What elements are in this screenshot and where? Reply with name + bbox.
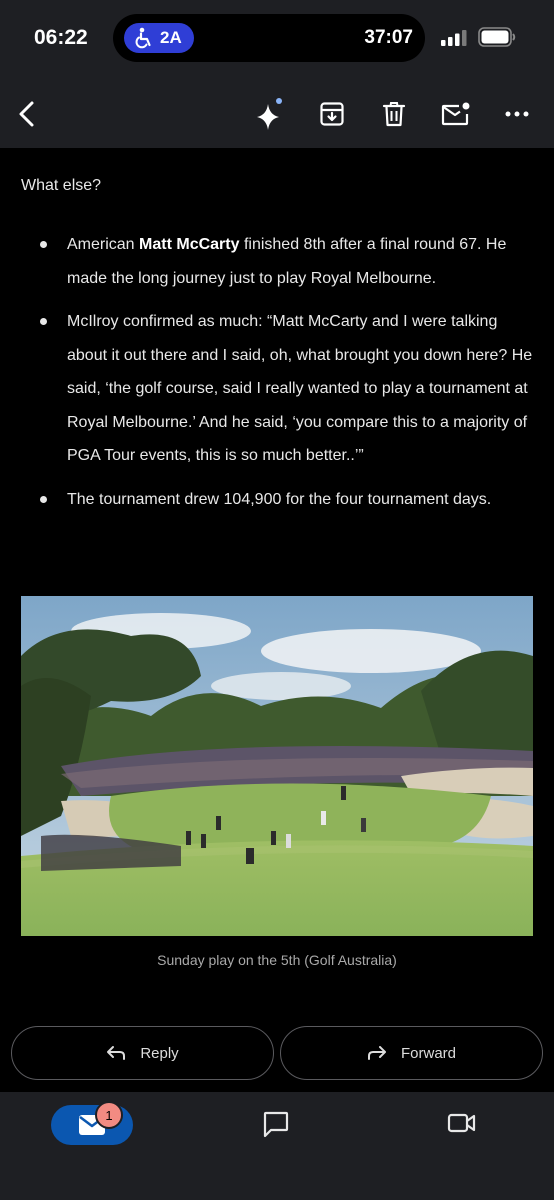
- trash-icon: [382, 101, 406, 127]
- delete-button[interactable]: [374, 94, 414, 134]
- sparkle-icon: [252, 96, 288, 132]
- reply-icon: [106, 1045, 126, 1061]
- activity-timer: 37:07: [364, 27, 413, 48]
- battery-icon: [478, 27, 516, 47]
- photo-caption: Sunday play on the 5th (Golf Australia): [157, 952, 397, 968]
- status-time: 06:22: [34, 26, 88, 49]
- chat-icon: [262, 1110, 290, 1138]
- back-icon: [16, 100, 40, 128]
- live-activity-pill[interactable]: [124, 23, 194, 53]
- wheelchair-icon: [134, 27, 154, 49]
- bullet-list: [40, 228, 535, 526]
- photo-illustration: [21, 596, 533, 936]
- status-bar: [0, 0, 554, 78]
- archive-icon: [319, 101, 345, 127]
- mark-unread-button[interactable]: [436, 94, 476, 134]
- more-icon: [505, 110, 529, 118]
- unread-badge: 1: [95, 1101, 123, 1129]
- forward-button[interactable]: [280, 1026, 543, 1080]
- mark-unread-icon: [441, 101, 471, 127]
- email-toolbar: [0, 78, 554, 148]
- nav-meet[interactable]: [447, 1110, 477, 1141]
- golf-course-photo[interactable]: [21, 596, 533, 936]
- bold-name: Matt McCarty: [139, 236, 240, 253]
- section-intro: What else?: [21, 177, 102, 194]
- forward-icon: [367, 1045, 387, 1061]
- back-button[interactable]: [8, 94, 48, 134]
- more-options-button[interactable]: [497, 94, 537, 134]
- reply-label: Reply: [140, 1044, 179, 1062]
- signal-icon: [441, 30, 467, 46]
- archive-button[interactable]: [312, 94, 352, 134]
- gemini-button[interactable]: [250, 94, 290, 134]
- nav-chat[interactable]: [262, 1110, 290, 1143]
- forward-label: Forward: [400, 1044, 456, 1062]
- reply-button[interactable]: [11, 1026, 274, 1080]
- list-item: The tournament drew 104,900 for the four tournament days.: [40, 483, 535, 517]
- activity-label: 2A: [160, 28, 182, 47]
- dynamic-island[interactable]: [113, 14, 425, 62]
- list-item: McIlroy confirmed as much: “Matt McCarty and I were talking about it out there and I said, oh, what brought you down here? He said, ‘the golf course, said I really wanted to play a tournament at Royal Melbourne.’ And he said, ‘you compare this to a majority of PGA Tour events, this is so much better..’”: [40, 305, 535, 473]
- video-icon: [447, 1110, 477, 1136]
- list-item: American Matt McCarty finished 8th after a final round 67. He made the long journey just to play Royal Melbourne.: [40, 228, 535, 295]
- bottom-navigation: [0, 1092, 554, 1200]
